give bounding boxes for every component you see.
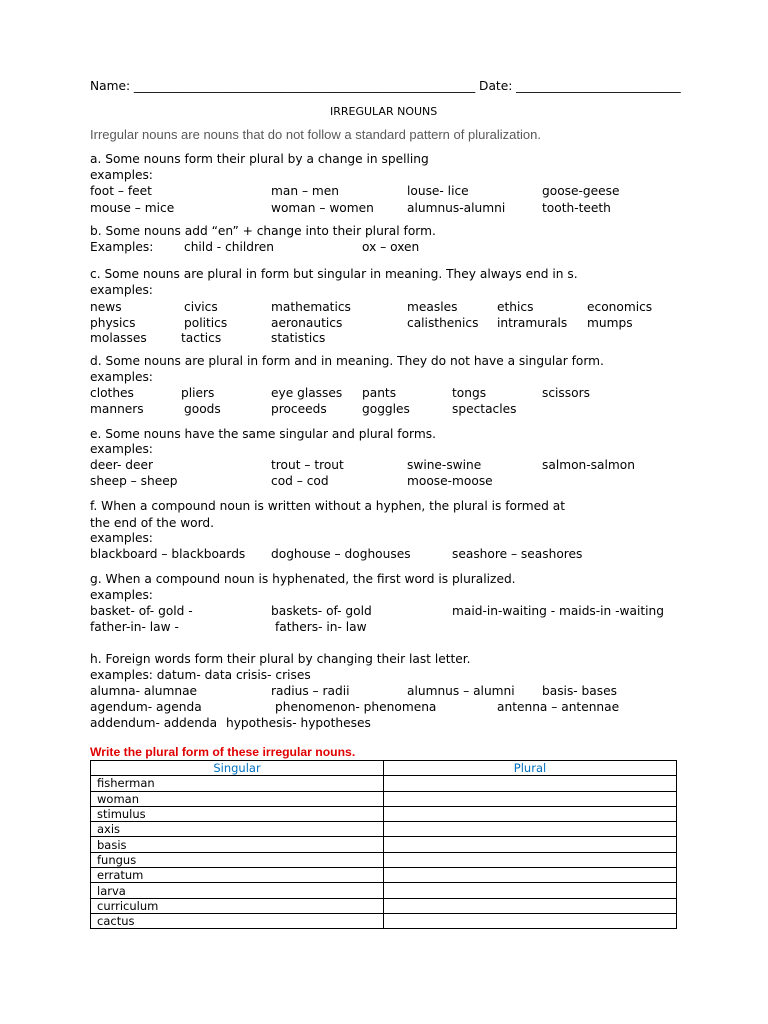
singular-cell: erratum	[91, 868, 384, 883]
example-item: clothes	[90, 386, 134, 400]
example-item: ox – oxen	[362, 240, 420, 254]
example-item: baskets- of- gold	[271, 604, 372, 618]
example-item: seashore – seashores	[452, 547, 583, 561]
singular-cell: stimulus	[91, 806, 384, 821]
table-row	[91, 806, 677, 821]
plural-answer-cell[interactable]	[384, 837, 677, 852]
example-item: aeronautics	[271, 316, 343, 330]
example-item: politics	[184, 316, 228, 330]
table-row	[91, 822, 677, 837]
example-item: scissors	[542, 386, 590, 400]
plural-answer-cell[interactable]	[384, 898, 677, 913]
example-item: hypothesis- hypotheses	[226, 716, 371, 730]
example-item: alumnus-alumni	[407, 201, 506, 215]
example-item: trout – trout	[271, 458, 344, 472]
example-item: goods	[184, 402, 221, 416]
example-item: goose-geese	[542, 184, 620, 198]
plural-answer-cell[interactable]	[384, 791, 677, 806]
example-item: pants	[362, 386, 397, 400]
example-item: molasses	[90, 331, 147, 345]
plural-answer-cell[interactable]	[384, 883, 677, 898]
example-item: alumnus – alumni	[407, 684, 515, 698]
plural-answer-cell[interactable]	[384, 852, 677, 867]
example-item: measles	[407, 300, 458, 314]
example-item: salmon-salmon	[542, 458, 635, 472]
worksheet-instruction: Write the plural form of these irregular nouns.	[90, 745, 356, 759]
plural-answer-cell[interactable]	[384, 806, 677, 821]
example-item: physics	[90, 316, 136, 330]
table-row	[91, 837, 677, 852]
intro-text: Irregular nouns are nouns that do not follow a standard pattern of pluralization.	[90, 127, 541, 142]
example-item: goggles	[362, 402, 410, 416]
section-e-heading: e. Some nouns have the same singular and plural forms.	[90, 427, 436, 441]
example-item: louse- lice	[407, 184, 469, 198]
example-item: economics	[587, 300, 653, 314]
plural-answer-cell[interactable]	[384, 868, 677, 883]
table-row	[91, 883, 677, 898]
section-h-examples-label: examples: datum- data crisis- crises	[90, 668, 311, 682]
plural-answer-cell[interactable]	[384, 913, 677, 928]
column-header-singular: Singular	[91, 761, 384, 776]
page-title: IRREGULAR NOUNS	[330, 105, 438, 118]
example-item: tooth-teeth	[542, 201, 611, 215]
example-item: cod – cod	[271, 474, 329, 488]
example-item: alumna- alumnae	[90, 684, 198, 698]
section-g-examples-label: examples:	[90, 588, 153, 602]
section-b-examples-label: Examples:	[90, 240, 154, 254]
example-item: foot – feet	[90, 184, 152, 198]
table-row	[91, 852, 677, 867]
example-item: moose-moose	[407, 474, 493, 488]
section-a-examples-label: examples:	[90, 168, 153, 182]
example-item: proceeds	[271, 402, 327, 416]
singular-cell: basis	[91, 837, 384, 852]
example-item: civics	[184, 300, 218, 314]
singular-cell: cactus	[91, 913, 384, 928]
example-item: phenomenon- phenomena	[275, 700, 437, 714]
example-item: woman – women	[271, 201, 374, 215]
example-item: blackboard – blackboards	[90, 547, 246, 561]
example-item: mumps	[587, 316, 633, 330]
table-row	[91, 898, 677, 913]
section-f-heading-cont: the end of the word.	[90, 516, 215, 530]
table-row	[91, 791, 677, 806]
section-e-examples-label: examples:	[90, 442, 153, 456]
section-d-heading: d. Some nouns are plural in form and in meaning. They do not have a singular form.	[90, 354, 604, 368]
name-date-line: Name: ________________________________________________________ Date: ___________________________	[90, 79, 681, 93]
example-item: statistics	[271, 331, 326, 345]
example-item: tactics	[181, 331, 222, 345]
table-row	[91, 913, 677, 928]
section-g-heading: g. When a compound noun is hyphenated, the first word is pluralized.	[90, 572, 516, 586]
example-item: manners	[90, 402, 144, 416]
singular-cell: axis	[91, 822, 384, 837]
example-item: ethics	[497, 300, 534, 314]
example-item: mathematics	[271, 300, 351, 314]
singular-cell: curriculum	[91, 898, 384, 913]
example-item: intramurals	[497, 316, 568, 330]
section-b-heading: b. Some nouns add “en” + change into their plural form.	[90, 224, 436, 238]
example-item: news	[90, 300, 122, 314]
section-c-examples-label: examples:	[90, 283, 153, 297]
example-item: eye glasses	[271, 386, 343, 400]
example-item: basis- bases	[542, 684, 617, 698]
table-row	[91, 776, 677, 791]
worksheet-table	[90, 760, 677, 929]
table-row	[91, 868, 677, 883]
example-item: maid-in-waiting - maids-in -waiting	[452, 604, 665, 618]
example-item: child - children	[184, 240, 274, 254]
example-item: spectacles	[452, 402, 517, 416]
example-item: basket- of- gold -	[90, 604, 193, 618]
example-item: antenna – antennae	[497, 700, 620, 714]
example-item: deer- deer	[90, 458, 153, 472]
example-item: sheep – sheep	[90, 474, 178, 488]
example-item: addendum- addenda	[90, 716, 218, 730]
section-f-heading: f. When a compound noun is written without a hyphen, the plural is formed at	[90, 499, 566, 513]
example-item: radius – radii	[271, 684, 350, 698]
example-item: father-in- law -	[90, 620, 179, 634]
table-header-row	[91, 761, 677, 776]
example-item: agendum- agenda	[90, 700, 202, 714]
section-c-heading: c. Some nouns are plural in form but singular in meaning. They always end in s.	[90, 267, 578, 281]
example-item: tongs	[452, 386, 487, 400]
section-d-examples-label: examples:	[90, 370, 153, 384]
section-h-heading: h. Foreign words form their plural by changing their last letter.	[90, 652, 471, 666]
example-item: mouse – mice	[90, 201, 175, 215]
example-item: swine-swine	[407, 458, 482, 472]
singular-cell: fisherman	[91, 776, 384, 791]
section-a-heading: a. Some nouns form their plural by a change in spelling	[90, 152, 429, 166]
plural-answer-cell[interactable]	[384, 822, 677, 837]
example-item: pliers	[181, 386, 215, 400]
column-header-plural: Plural	[384, 761, 677, 776]
singular-cell: fungus	[91, 852, 384, 867]
plural-answer-cell[interactable]	[384, 776, 677, 791]
example-item: man – men	[271, 184, 340, 198]
singular-cell: larva	[91, 883, 384, 898]
example-item: doghouse – doghouses	[271, 547, 411, 561]
example-item: fathers- in- law	[275, 620, 367, 634]
example-item: calisthenics	[407, 316, 479, 330]
singular-cell: woman	[91, 791, 384, 806]
section-f-examples-label: examples:	[90, 531, 153, 545]
